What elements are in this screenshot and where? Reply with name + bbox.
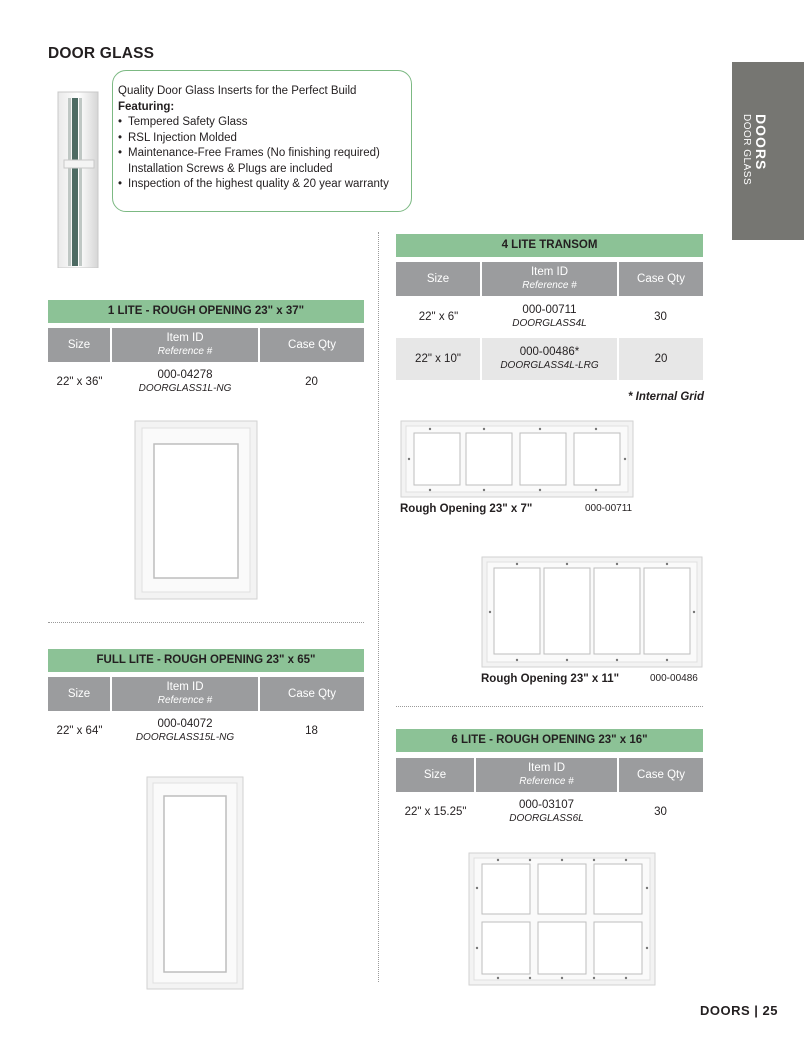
- col-item-id-header: [111, 328, 259, 362]
- size-cell: 22" x 10": [396, 338, 481, 380]
- col-size-header: Size: [396, 262, 481, 296]
- reference-number: DOORGLASS4L: [512, 318, 587, 329]
- table-row: [48, 711, 364, 751]
- case-qty-cell: 30: [654, 805, 667, 818]
- page-title: DOOR GLASS: [48, 45, 155, 62]
- reference-number: DOORGLASS15L-NG: [135, 732, 235, 743]
- item-id: 000-03107: [519, 799, 574, 811]
- item-id-cell: [481, 296, 618, 338]
- features-heading: Featuring:: [118, 100, 175, 113]
- table-row: [48, 362, 364, 402]
- 6-lite-glass-image: [468, 852, 656, 986]
- section-header-1-lite: 1 LITE - ROUGH OPENING 23" x 37": [48, 300, 364, 323]
- reference-label: Reference #: [157, 346, 213, 357]
- spec-table-full-lite: [48, 677, 364, 751]
- table-row: [396, 338, 703, 380]
- item-id: 000-04072: [157, 718, 213, 730]
- size-cell: 22" x 15.25": [404, 805, 467, 818]
- item-id-label: Item ID: [166, 332, 204, 344]
- full-lite-glass-image: [146, 776, 244, 990]
- feature-item: • RSL Injection Molded: [118, 131, 408, 147]
- feature-item: • Maintenance-Free Frames (No finishing required) Installation Screws & Plugs are included: [118, 146, 408, 177]
- size-cell: 22" x 64": [56, 724, 103, 737]
- reference-number: DOORGLASS1L-NG: [138, 383, 232, 394]
- col-item-id-header: [111, 677, 259, 711]
- reference-label: Reference #: [519, 776, 574, 787]
- size-cell: 22" x 36": [56, 375, 103, 388]
- rough-opening-caption: Rough Opening 23" x 7": [400, 503, 533, 515]
- section-header-6-lite: 6 LITE - ROUGH OPENING 23" x 16": [396, 729, 703, 752]
- spec-table-6-lite: [396, 758, 703, 832]
- side-tab-category: DOORS: [753, 114, 769, 171]
- col-item-id-header: [481, 262, 618, 296]
- case-qty-cell: 20: [618, 338, 703, 380]
- section-header-4-lite-transom: 4 LITE TRANSOM: [396, 234, 703, 257]
- features-text: [118, 84, 408, 193]
- internal-grid-note: * Internal Grid: [627, 391, 704, 403]
- side-tab-subcategory: DOOR GLASS: [741, 114, 752, 186]
- side-tab: [732, 62, 804, 240]
- col-case-qty-header: Case Qty: [259, 677, 364, 711]
- 4-lite-transom-large-image: [481, 556, 703, 668]
- frame-profile-image: [52, 88, 118, 268]
- page-footer: DOORS | 25: [700, 1003, 778, 1018]
- section-header-full-lite: FULL LITE - ROUGH OPENING 23" x 65": [48, 649, 364, 672]
- col-case-qty-header: Case Qty: [618, 758, 703, 792]
- col-size-header: Size: [396, 758, 475, 792]
- item-id-cell: [111, 711, 259, 751]
- features-list: [118, 115, 408, 193]
- case-qty-cell: 18: [305, 724, 318, 737]
- col-item-id-header: [475, 758, 618, 792]
- item-id-cell: [481, 338, 618, 380]
- section-divider: [396, 706, 703, 707]
- item-id: 000-00711: [522, 304, 577, 316]
- case-qty-cell: 20: [305, 375, 318, 388]
- reference-number: DOORGLASS6L: [509, 813, 584, 824]
- features-tagline: Quality Door Glass Inserts for the Perfect Build: [118, 85, 357, 97]
- size-cell: 22" x 6": [418, 310, 459, 323]
- 4-lite-transom-small-image: [400, 420, 634, 498]
- item-id-cell: [111, 362, 259, 402]
- spec-table-4-lite-transom: [396, 262, 703, 380]
- reference-label: Reference #: [157, 695, 213, 706]
- spec-table-1-lite: [48, 328, 364, 402]
- table-row: [396, 792, 703, 832]
- item-id: 000-04278: [157, 369, 213, 381]
- 1-lite-glass-image: [134, 420, 258, 600]
- item-id-label: Item ID: [527, 762, 566, 774]
- col-size-header: Size: [48, 677, 111, 711]
- item-id-label: Item ID: [166, 681, 204, 693]
- feature-item: • Tempered Safety Glass: [118, 115, 408, 131]
- section-divider: [48, 622, 364, 623]
- col-size-header: Size: [48, 328, 111, 362]
- col-case-qty-header: Case Qty: [259, 328, 364, 362]
- column-divider: [378, 232, 379, 982]
- item-id: 000-00486*: [519, 346, 580, 358]
- item-id-label: Item ID: [530, 266, 569, 278]
- case-qty-cell: 30: [654, 310, 667, 323]
- item-id-cell: [475, 792, 618, 832]
- rough-opening-caption: Rough Opening 23" x 11": [481, 673, 620, 685]
- col-case-qty-header: Case Qty: [618, 262, 703, 296]
- feature-item: • Inspection of the highest quality & 20 year warranty: [118, 177, 408, 193]
- reference-number: DOORGLASS4L-LRG: [500, 360, 599, 371]
- reference-label: Reference #: [522, 280, 577, 291]
- table-row: [396, 296, 703, 338]
- rough-opening-code: 000-00486: [650, 673, 698, 684]
- rough-opening-code: 000-00711: [585, 503, 633, 514]
